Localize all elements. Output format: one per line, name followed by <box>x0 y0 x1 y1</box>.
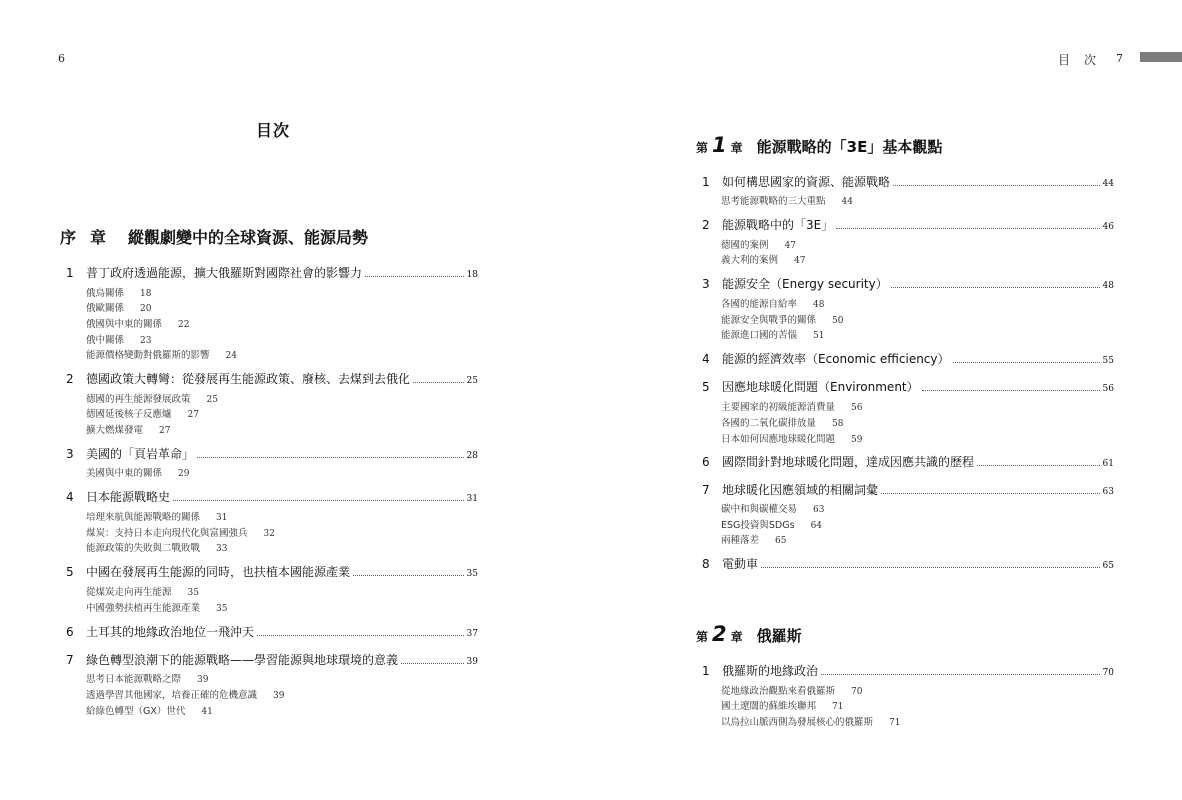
section-page: 63 <box>1102 487 1114 497</box>
subsection-page: 51 <box>813 331 825 341</box>
toc-section <box>702 453 1114 470</box>
chapter-thumb-tab <box>1140 52 1182 62</box>
chapter-prefix: 第 <box>696 141 709 155</box>
toc-section <box>702 173 1114 190</box>
dot-leader <box>836 228 1099 229</box>
toc-subsection <box>86 391 218 405</box>
toc-subsection <box>721 193 853 207</box>
chapter-number: 1 <box>712 133 727 157</box>
section-number: 2 <box>702 218 710 232</box>
subsection-page: 35 <box>187 588 199 598</box>
section-page: 65 <box>1102 561 1114 571</box>
toc-section <box>702 350 1114 367</box>
subsection-title: 能源政策的失敗與二戰敗戰 <box>86 543 201 554</box>
section-number: 1 <box>702 175 710 189</box>
toc-section <box>702 378 1114 395</box>
dot-leader <box>881 493 1100 494</box>
section-number: 8 <box>702 557 710 571</box>
section-title: 日本能源戰略史 <box>86 490 171 504</box>
section-title: 電動車 <box>722 557 759 571</box>
toc-heading: 目次 <box>256 121 291 140</box>
subsection-page: 65 <box>775 536 787 546</box>
section-number: 6 <box>66 625 74 639</box>
right-page-number: 7 <box>1116 52 1123 65</box>
chapter-prefix: 序 <box>60 228 77 247</box>
subsection-title: 兩種落差 <box>721 535 760 546</box>
toc-section <box>66 264 478 281</box>
chapter-1-heading <box>696 133 942 157</box>
toc-subsection <box>721 296 824 310</box>
subsection-page: 29 <box>178 469 190 479</box>
subsection-page: 24 <box>225 351 237 361</box>
section-number: 5 <box>66 565 74 579</box>
section-page: 55 <box>1102 356 1114 366</box>
section-number: 1 <box>66 266 74 280</box>
toc-subsection <box>86 687 284 701</box>
section-number: 7 <box>66 653 74 667</box>
section-number: 6 <box>702 455 710 469</box>
toc-section <box>702 555 1114 572</box>
chapter-title: 俄羅斯 <box>756 627 802 645</box>
subsection-page: 58 <box>832 419 844 429</box>
section-page: 70 <box>1102 668 1114 678</box>
section-page: 31 <box>466 494 478 504</box>
subsection-title: 日本如何因應地球暖化問題 <box>721 434 836 445</box>
toc-subsection <box>721 252 805 266</box>
toc-subsection <box>86 422 170 436</box>
chapter-suffix: 章 <box>730 141 743 155</box>
section-title: 中國在發展再生能源的同時，也扶植本國能源產業 <box>86 565 351 579</box>
toc-subsection <box>721 698 843 712</box>
section-number: 5 <box>702 380 710 394</box>
subsection-title: 從地緣政治觀點來看俄羅斯 <box>721 686 836 697</box>
toc-subsection <box>721 714 900 728</box>
subsection-page: 22 <box>178 320 190 330</box>
subsection-title: 德國的案例 <box>721 240 769 251</box>
subsection-title: 俄中關係 <box>86 335 125 346</box>
section-page: 18 <box>466 270 478 280</box>
subsection-page: 50 <box>832 316 844 326</box>
toc-subsection <box>721 237 796 251</box>
subsection-page: 47 <box>794 256 806 266</box>
subsection-page: 20 <box>140 304 152 314</box>
subsection-title: 美國與中東的關係 <box>86 468 163 479</box>
section-number: 4 <box>66 490 74 504</box>
chapter-title: 能源戰略的「3E」基本觀點 <box>756 138 943 156</box>
section-title: 地球暖化因應領域的相關詞彙 <box>722 483 879 497</box>
section-page: 25 <box>466 376 478 386</box>
section-page: 61 <box>1102 459 1114 469</box>
subsection-page: 39 <box>197 675 209 685</box>
dot-leader <box>761 567 1100 568</box>
toc-subsection <box>721 532 786 546</box>
subsection-title: 德國的再生能源發展政策 <box>86 394 191 405</box>
subsection-page: 44 <box>841 197 853 207</box>
subsection-title: 能源進口國的苦惱 <box>721 330 798 341</box>
subsection-title: 思考能源戰略的三大重點 <box>721 196 826 207</box>
subsection-title: 俄歐關係 <box>86 303 125 314</box>
subsection-page: 56 <box>851 403 863 413</box>
chapter-prefix: 第 <box>696 630 709 644</box>
subsection-page: 31 <box>216 513 228 523</box>
section-number: 1 <box>702 664 710 678</box>
section-page: 35 <box>466 569 478 579</box>
subsection-page: 64 <box>810 521 823 531</box>
section-page: 48 <box>1102 281 1114 291</box>
dot-leader <box>401 663 464 664</box>
section-title: 能源戰略中的「3E」 <box>722 218 834 232</box>
section-number: 7 <box>702 483 710 497</box>
section-title: 土耳其的地緣政治地位一飛沖天 <box>86 625 255 639</box>
section-title: 普丁政府透過能源，擴大俄羅斯對國際社會的影響力 <box>86 266 363 280</box>
chapter-number: 2 <box>712 622 727 646</box>
subsection-title: 各國的能源自給率 <box>721 299 798 310</box>
section-title: 因應地球暖化問題（Environment） <box>722 380 919 394</box>
subsection-title: 俄國與中東的關係 <box>86 319 163 330</box>
subsection-title: 中國強勢扶植再生能源產業 <box>86 603 201 614</box>
section-page: 46 <box>1102 222 1114 232</box>
subsection-page: 35 <box>216 604 228 614</box>
subsection-title: 從煤炭走向再生能源 <box>86 587 172 598</box>
section-number: 3 <box>66 447 74 461</box>
toc-section <box>702 275 1114 292</box>
chapter-suffix: 章 <box>90 228 107 247</box>
toc-section <box>66 651 478 668</box>
toc-section <box>66 445 478 462</box>
toc-subsection <box>721 399 862 413</box>
section-title: 綠色轉型浪潮下的能源戰略——學習能源與地球環境的意義 <box>86 653 399 667</box>
dot-leader <box>922 390 1100 391</box>
dot-leader <box>197 457 464 458</box>
toc-subsection <box>721 312 843 326</box>
subsection-page: 18 <box>140 289 152 299</box>
subsection-title: 碳中和與碳權交易 <box>721 504 798 515</box>
toc-subsection <box>86 316 189 330</box>
chapter-title: 縱觀劇變中的全球資源、能源局勢 <box>128 228 369 247</box>
toc-subsection <box>86 332 151 346</box>
toc-subsection <box>86 600 227 614</box>
subsection-page: 63 <box>813 505 825 515</box>
toc-subsection <box>721 431 862 445</box>
subsection-page: 27 <box>187 410 199 420</box>
section-number: 3 <box>702 277 710 291</box>
running-title: 目次 <box>1058 53 1111 67</box>
subsection-title: 德國延後核子反應爐 <box>86 409 172 420</box>
toc-section <box>702 481 1114 498</box>
section-page: 28 <box>466 451 478 461</box>
toc-subsection <box>86 703 213 717</box>
dot-leader <box>821 674 1100 675</box>
toc-subsection <box>86 406 199 420</box>
subsection-title: 煤炭：支持日本走向現代化與富國強兵 <box>86 528 248 539</box>
subsection-title: 透過學習其他國家，培養正確的危機意識 <box>86 690 258 701</box>
dot-leader <box>891 287 1100 288</box>
left-page-number: 6 <box>58 52 65 65</box>
toc-subsection <box>86 584 199 598</box>
section-title: 俄羅斯的地緣政治 <box>722 664 819 678</box>
dot-leader <box>173 500 464 501</box>
toc-section <box>702 216 1114 233</box>
subsection-title: 以烏拉山脈西側為發展核心的俄羅斯 <box>721 717 874 728</box>
subsection-title: 擴大燃煤發電 <box>86 425 144 436</box>
subsection-page: 71 <box>832 702 844 712</box>
toc-subsection <box>721 327 824 341</box>
subsection-page: 25 <box>206 395 218 405</box>
subsection-title: 給綠色轉型（GX）世代 <box>86 706 186 717</box>
toc-subsection <box>86 300 151 314</box>
subsection-title: 培理來航與能源戰略的關係 <box>86 512 201 523</box>
section-page: 39 <box>466 657 478 667</box>
section-page: 44 <box>1102 179 1114 189</box>
section-title: 如何構思國家的資源、能源戰略 <box>722 175 891 189</box>
subsection-page: 70 <box>851 687 863 697</box>
toc-subsection <box>86 509 227 523</box>
prologue-heading <box>60 225 368 248</box>
subsection-page: 59 <box>851 435 863 445</box>
subsection-page: 39 <box>273 691 285 701</box>
toc-subsection <box>86 285 151 299</box>
dot-leader <box>953 362 1100 363</box>
section-title: 美國的「頁岩革命」 <box>86 447 195 461</box>
section-title: 能源的經濟效率（Economic efficiency） <box>722 352 950 366</box>
dot-leader <box>365 276 464 277</box>
subsection-title: 能源安全與戰爭的關係 <box>721 315 817 326</box>
subsection-page: 48 <box>813 300 825 310</box>
subsection-title: 俄烏關係 <box>86 288 125 299</box>
subsection-title: 思考日本能源戰略之際 <box>86 674 182 685</box>
subsection-page: 41 <box>201 707 213 717</box>
toc-section <box>66 370 478 387</box>
toc-subsection <box>86 525 275 539</box>
subsection-page: 32 <box>263 529 275 539</box>
section-title: 能源安全（Energy security） <box>722 277 888 291</box>
toc-subsection <box>86 671 208 685</box>
toc-subsection <box>721 415 843 429</box>
toc-subsection <box>721 683 862 697</box>
section-page: 37 <box>466 629 478 639</box>
subsection-title: 國土遼闊的蘇維埃聯邦 <box>721 701 817 712</box>
subsection-page: 71 <box>889 718 901 728</box>
subsection-page: 23 <box>140 336 152 346</box>
dot-leader <box>977 465 1100 466</box>
dot-leader <box>257 635 464 636</box>
toc-subsection <box>721 501 824 515</box>
toc-subsection <box>86 347 237 361</box>
dot-leader <box>413 382 464 383</box>
chapter-suffix: 章 <box>730 630 743 644</box>
toc-subsection <box>721 517 822 531</box>
section-title: 德國政策大轉彎：從發展再生能源政策、廢核、去煤到去俄化 <box>86 372 411 386</box>
toc-subsection <box>86 540 227 554</box>
section-title: 國際間針對地球暖化問題，達成因應共識的歷程 <box>722 455 975 469</box>
toc-section <box>66 623 478 640</box>
toc-section <box>702 662 1114 679</box>
chapter-2-heading <box>696 622 802 646</box>
subsection-page: 47 <box>784 241 796 251</box>
toc-subsection <box>86 465 189 479</box>
toc-section <box>66 488 478 505</box>
dot-leader <box>893 185 1100 186</box>
subsection-title: 主要國家的初級能源消費量 <box>721 402 836 413</box>
dot-leader <box>353 575 464 576</box>
subsection-title: 義大利的案例 <box>721 255 779 266</box>
subsection-title: 能源價格變動對俄羅斯的影響 <box>86 350 210 361</box>
toc-section <box>66 563 478 580</box>
section-page: 56 <box>1102 384 1114 394</box>
subsection-page: 27 <box>159 426 171 436</box>
subsection-title: ESG投資與SDGs <box>721 520 795 531</box>
subsection-title: 各國的二氧化碳排放量 <box>721 418 817 429</box>
section-number: 2 <box>66 372 74 386</box>
subsection-page: 33 <box>216 544 228 554</box>
section-number: 4 <box>702 352 710 366</box>
